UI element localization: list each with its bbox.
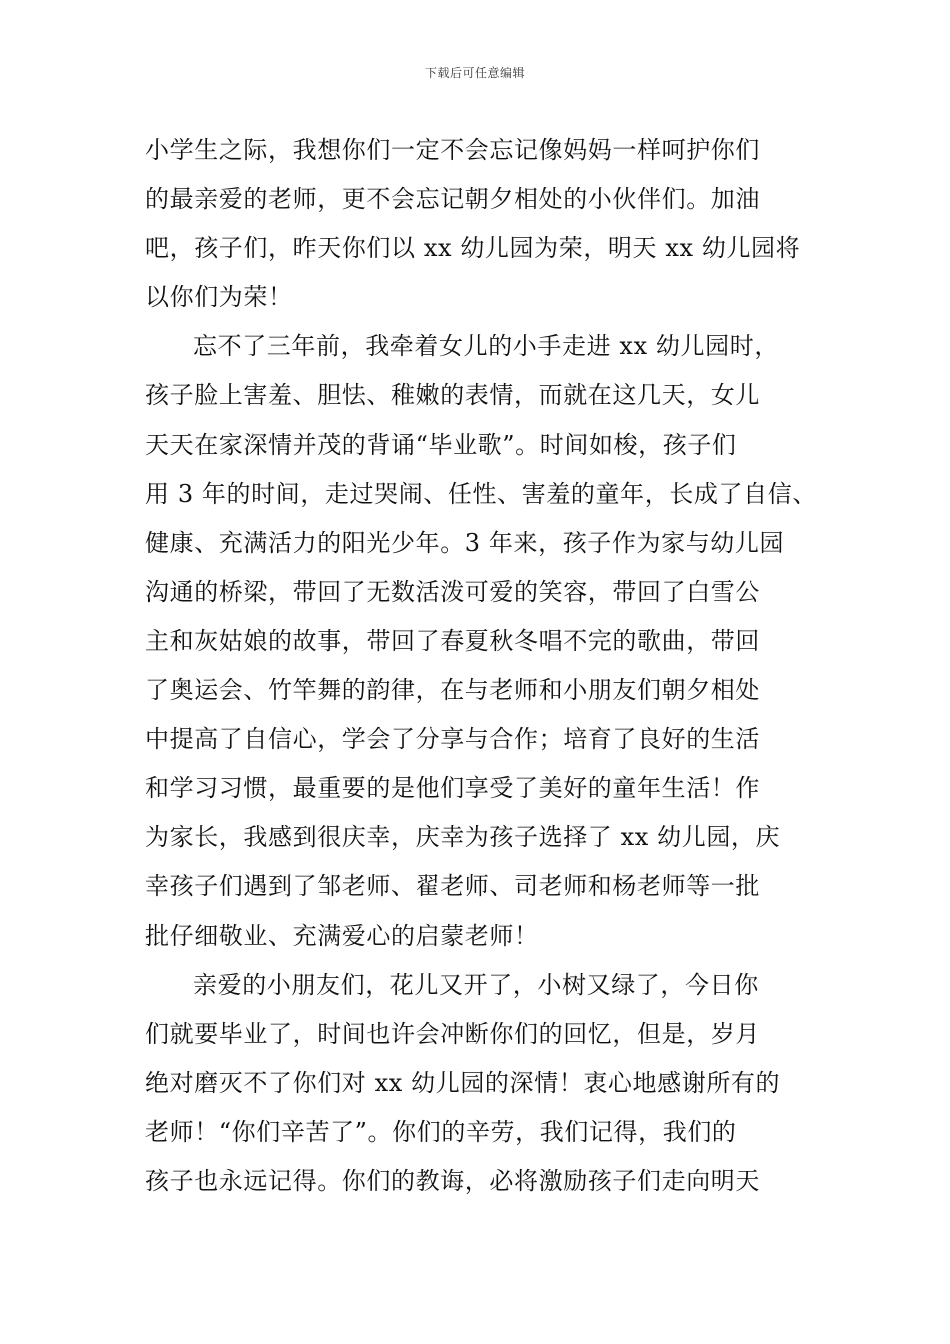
text-line: 吧，孩子们，昨天你们以 xx 幼儿园为荣，明天 xx 幼儿园将 — [145, 234, 801, 263]
document-body — [145, 126, 825, 1206]
header-note: 下载后可任意编辑 — [424, 66, 525, 80]
text-line: 绝对磨灭不了你们对 xx 幼儿园的深情！衷心地感谢所有的 — [145, 1068, 781, 1097]
text-line: 了奥运会、竹竿舞的韵律，在与老师和小朋友们朝夕相处 — [145, 676, 760, 705]
paragraph-first-line: 忘不了三年前，我牵着女儿的小手走进 xx 幼儿园时， — [193, 332, 779, 361]
text-line: 健康、充满活力的阳光少年。3 年来，孩子作为家与幼儿园 — [145, 528, 785, 557]
text-line: 天天在家深情并茂的背诵“毕业歌”。时间如梭，孩子们 — [145, 430, 737, 459]
text-line: 孩子脸上害羞、胆怯、稚嫩的表情，而就在这几天，女儿 — [145, 381, 760, 410]
text-line: 们就要毕业了，时间也许会冲断你们的回忆，但是，岁月 — [145, 1019, 760, 1048]
text-line: 沟通的桥梁，带回了无数活泼可爱的笑容，带回了白雪公 — [145, 577, 760, 606]
text-line: 小学生之际，我想你们一定不会忘记像妈妈一样呵护你们 — [145, 136, 760, 164]
text-line: 中提高了自信心，学会了分享与合作；培育了良好的生活 — [145, 725, 760, 754]
text-line: 老师！“你们辛苦了”。你们的辛劳，我们记得，我们的 — [145, 1117, 737, 1146]
text-line: 孩子也永远记得。你们的教诲，必将激励孩子们走向明天 — [145, 1166, 760, 1195]
text-line: 以你们为荣！ — [145, 283, 293, 312]
text-line: 用 3 年的时间，走过哭闹、任性、害羞的童年，长成了自信、 — [145, 479, 817, 508]
text-line: 和学习习惯，最重要的是他们享受了美好的童年生活！作 — [145, 774, 760, 803]
text-line: 为家长，我感到很庆幸，庆幸为孩子选择了 xx 幼儿园，庆 — [145, 823, 781, 852]
paragraph-first-line: 亲爱的小朋友们，花儿又开了，小树又绿了，今日你 — [193, 970, 759, 999]
text-line: 幸孩子们遇到了邹老师、翟老师、司老师和杨老师等一批 — [145, 872, 760, 901]
text-line: 批仔细敬业、充满爱心的启蒙老师！ — [145, 921, 539, 950]
text-line: 主和灰姑娘的故事，带回了春夏秋冬唱不完的歌曲，带回 — [145, 626, 760, 655]
text-line: 的最亲爱的老师，更不会忘记朝夕相处的小伙伴们。加油 — [145, 185, 760, 214]
